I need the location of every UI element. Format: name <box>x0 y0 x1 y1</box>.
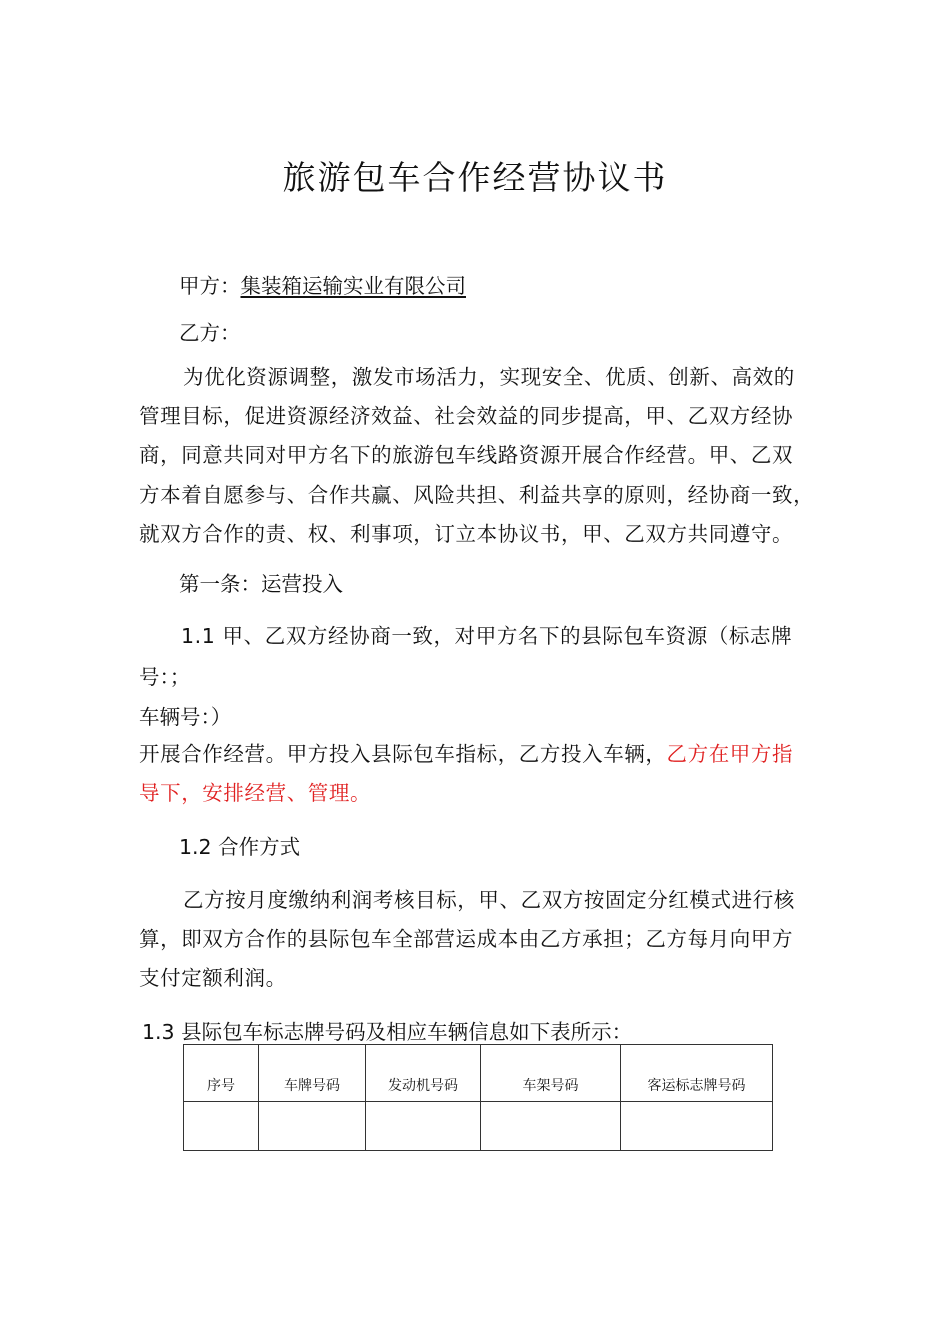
party-a-name: 集装箱运输实业有限公司 <box>240 274 466 298</box>
preamble-line: 为优化资源调整，激发市场活力，实现安全、优质、创新、高效的 <box>183 365 795 389</box>
section-1-1-highlight-text: 乙方在甲方指 <box>666 742 794 766</box>
table-cell <box>481 1102 621 1151</box>
section-1-1-plain-text: 开展合作经营。甲方投入县际包车指标，乙方投入车辆， <box>139 742 667 766</box>
table-cell <box>621 1102 773 1151</box>
preamble-line: 管理目标，促进资源经济效益、社会效益的同步提高，甲、乙双方经协 <box>139 404 794 428</box>
section-1-1-line: 车辆号：） <box>139 705 232 729</box>
vehicle-info-table <box>183 1044 773 1151</box>
table-header-cell: 序号 <box>184 1045 259 1102</box>
section-1-1-line: 1.1 甲、乙双方经协商一致，对甲方名下的县际包车资源（标志牌 <box>181 624 793 648</box>
section-1-1-line <box>139 740 793 768</box>
table-header-cell: 车牌号码 <box>259 1045 366 1102</box>
section-1-3-heading: 1.3 县际包车标志牌号码及相应车辆信息如下表所示： <box>142 1020 633 1044</box>
section-1-2-line: 算，即双方合作的县际包车全部营运成本由乙方承担；乙方每月向甲方 <box>139 927 794 951</box>
table-cell <box>366 1102 481 1151</box>
table-header-cell: 发动机号码 <box>366 1045 481 1102</box>
table-row <box>184 1102 773 1151</box>
preamble-line: 就双方合作的责、权、利事项，订立本协议书，甲、乙双方共同遵守。 <box>139 522 794 546</box>
document-title: 旅游包车合作经营协议书 <box>282 158 668 197</box>
party-a-line <box>179 272 466 300</box>
table-cell <box>259 1102 366 1151</box>
section-1-2-heading: 1.2 合作方式 <box>179 835 301 859</box>
party-b-line <box>179 319 241 347</box>
party-a-label: 甲方： <box>179 274 241 298</box>
preamble-line: 商，同意共同对甲方名下的旅游包车线路资源开展合作经营。甲、乙双 <box>139 443 794 467</box>
preamble-line: 方本着自愿参与、合作共赢、风险共担、利益共享的原则，经协商一致， <box>139 483 815 507</box>
table-cell <box>184 1102 259 1151</box>
party-b-label: 乙方： <box>179 321 241 345</box>
table-header-cell: 客运标志牌号码 <box>621 1045 773 1102</box>
table-header-cell: 车架号码 <box>481 1045 621 1102</box>
section-1-1-highlight-text: 导下，安排经营、管理。 <box>139 781 372 805</box>
section-1-2-line: 乙方按月度缴纳利润考核目标，甲、乙双方按固定分红模式进行核 <box>183 888 795 912</box>
article1-heading: 第一条：运营投入 <box>179 572 343 596</box>
section-1-1-line: 号：； <box>139 665 191 689</box>
table-header-row <box>184 1045 773 1102</box>
section-1-2-line: 支付定额利润。 <box>139 966 287 990</box>
